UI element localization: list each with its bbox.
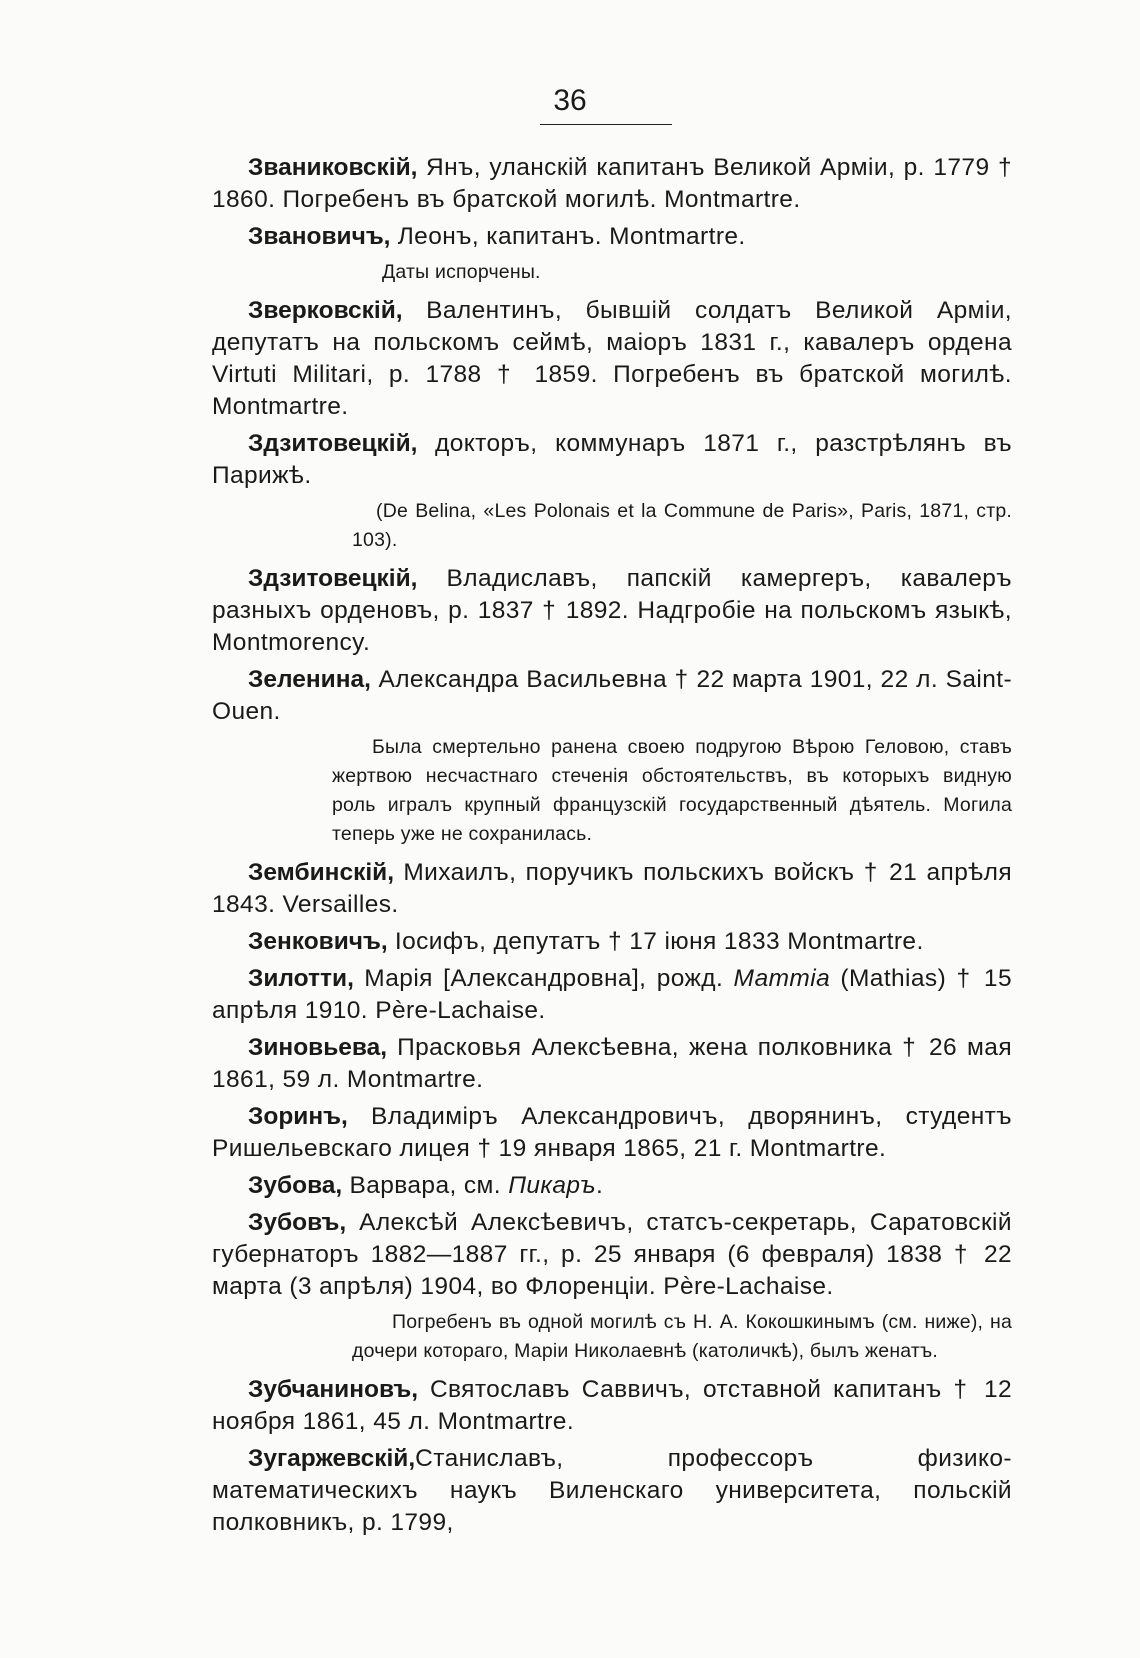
- entries-list: [212, 152, 1012, 1544]
- entry-zdzitovetsky-vladislav: [212, 563, 1012, 659]
- entry-heading: Здзитовецкій,: [248, 565, 418, 592]
- entry-text: Марія [Александровна], рожд.: [353, 965, 734, 992]
- entry-heading: Зилотти,: [248, 965, 354, 992]
- page-number: 36: [553, 84, 587, 117]
- entry-note: Погребенъ въ одной могилѣ съ Н. А. Кокошкинымъ (см. ниже), на дочери котораго, Маріи Николаевнѣ (католичкѣ), былъ женатъ.: [352, 1311, 1012, 1362]
- entry-heading: Здзитовецкій,: [248, 430, 418, 457]
- entry-heading: Зверковскій,: [248, 297, 403, 324]
- entry-zverkovsky: [212, 295, 1012, 423]
- entry-zugarzhevsky: [212, 1443, 1012, 1539]
- entry-text: Александра Васильевна † 22 марта 1901, 22 л. Saint-Ouen.: [212, 666, 1012, 725]
- entry-zelenina: [212, 664, 1012, 728]
- entry-heading: Зиновьева,: [248, 1034, 388, 1061]
- page-number-rule: [540, 124, 672, 125]
- entry-heading: Зугаржевскій,: [248, 1445, 416, 1472]
- entry-text: Станиславъ, профессоръ физико-математическихъ наукъ Виленскаго университета, польскій полковникъ, р. 1799,: [212, 1445, 1012, 1536]
- entry-heading: Зубовъ,: [248, 1209, 347, 1236]
- entry-heading: Зубчаниновъ,: [248, 1376, 419, 1403]
- entry-text: (Mathias) † 15 апрѣля 1910. Père-Lachaise.: [212, 965, 1012, 1024]
- entry-heading: Зоринъ,: [248, 1103, 348, 1130]
- entry-text: Алексѣй Алексѣевичъ, статсъ-секретарь, Саратовскій губернаторъ 1882—1887 гг., р. 25 января (6 февраля) 1838 † 22 марта (3 апрѣля) 1904, во Флоренціи. Père-Lachaise.: [212, 1209, 1012, 1300]
- entry-ziloti: [212, 963, 1012, 1027]
- entry-zinovieva: [212, 1032, 1012, 1096]
- entry-text: Варвара, см.: [342, 1172, 509, 1199]
- entry-heading: Зубова,: [248, 1172, 343, 1199]
- entry-note: Была смертельно ранена своею подругою Вѣрою Геловою, ставъ жертвою несчастнаго стеченія обстоятельствъ, въ которыхъ видную роль игралъ крупный французскій государственный дѣятель. Могила теперь уже не сохранилась.: [332, 736, 1012, 845]
- entry-text-italic: Маттіа: [733, 965, 831, 992]
- entry-heading: Зембинскій,: [248, 859, 395, 886]
- entry-text: Святославъ Саввичъ, отставной капитанъ † 12 ноября 1861, 45 л. Montmartre.: [212, 1376, 1012, 1435]
- entry-text: Владиславъ, папскій камергеръ, кавалеръ разныхъ орденовъ, р. 1837 † 1892. Надгробіе на польскомъ языкѣ, Montmorency.: [212, 565, 1012, 656]
- entry-zembinsky: [212, 857, 1012, 921]
- entry-zubchaninov: [212, 1374, 1012, 1438]
- entry-zubov: [212, 1207, 1012, 1303]
- entry-note: (De Belina, «Les Polonais et la Commune de Paris», Paris, 1871, стр. 103).: [352, 500, 1012, 551]
- entry-zdzitovetsky-doctor: [212, 428, 1012, 492]
- entry-heading: Зенковичъ,: [248, 928, 388, 955]
- entry-text: Леонъ, капитанъ. Montmartre.: [390, 223, 746, 250]
- entry-zubova: [212, 1170, 1012, 1202]
- entry-text: .: [596, 1172, 604, 1199]
- entry-text: Михаилъ, поручикъ польскихъ войскъ † 21 апрѣля 1843. Versailles.: [212, 859, 1012, 918]
- entry-text: Іосифъ, депутатъ † 17 іюня 1833 Montmartre.: [387, 928, 924, 955]
- entry-heading: Званиковскій,: [248, 154, 418, 181]
- entry-zorin: [212, 1101, 1012, 1165]
- entry-heading: Звановичъ,: [248, 223, 391, 250]
- entry-text: Валентинъ, бывшій солдатъ Великой Арміи, депутатъ на польскомъ сеймѣ, маіоръ 1831 г., кавалеръ ордена Virtuti Militari, р. 1788 † 1859. Погребенъ въ братской могилѣ. Montmartre.: [212, 297, 1012, 420]
- entry-note: Даты испорчены.: [382, 261, 541, 283]
- entry-text: докторъ, коммунаръ 1871 г., разстрѣлянъ въ Парижѣ.: [212, 430, 1012, 489]
- entry-text-italic: Пикаръ: [508, 1172, 597, 1199]
- entry-text: Прасковья Алексѣевна, жена полковника † 26 мая 1861, 59 л. Montmartre.: [212, 1034, 1012, 1093]
- entry-heading: Зеленина,: [248, 666, 371, 693]
- entry-text: Янъ, уланскій капитанъ Великой Арміи, р. 1779 † 1860. Погребенъ въ братской могилѣ. Montmartre.: [212, 154, 1012, 213]
- entry-text: Владиміръ Александровичъ, дворянинъ, студентъ Ришельевскаго лицея † 19 января 1865, 21 г. Montmartre.: [212, 1103, 1012, 1162]
- entry-zvanikovsky: [212, 152, 1012, 216]
- entry-zenkovich: [212, 926, 1012, 958]
- entry-zvanovich: [212, 221, 1012, 253]
